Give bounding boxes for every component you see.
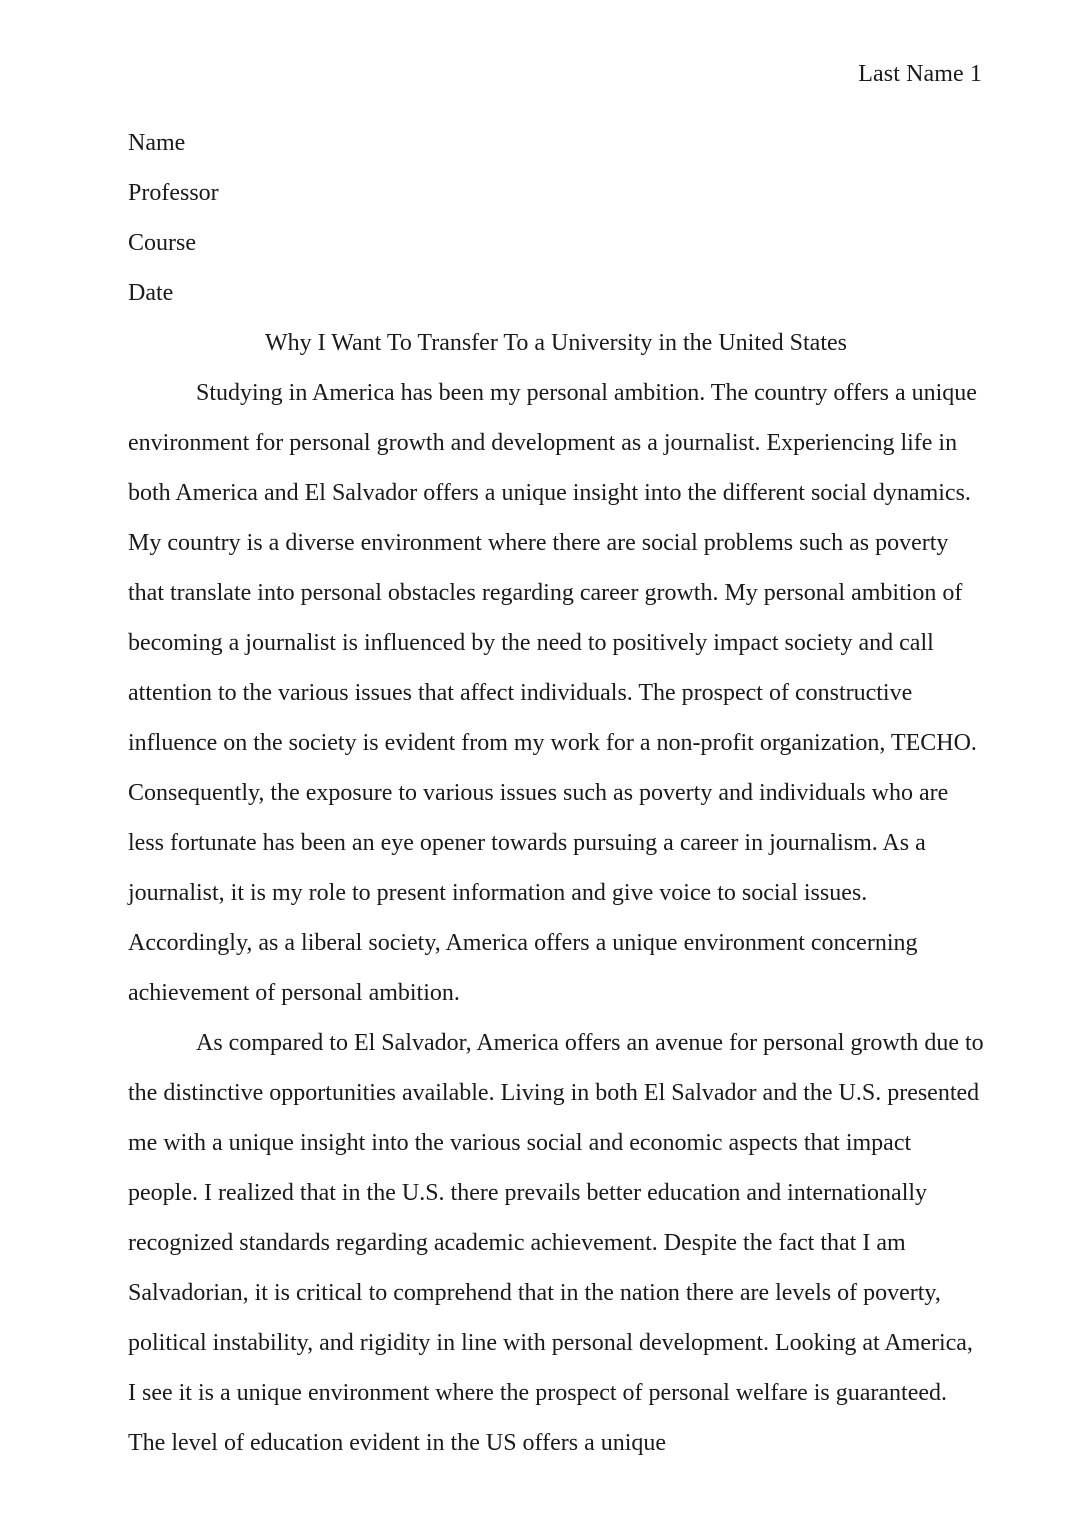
running-head: Last Name 1	[858, 61, 982, 87]
document-body	[128, 118, 984, 1468]
paragraph-text: Studying in America has been my personal ambition. The country offers a unique environment for personal growth and development as a journalist. Experiencing life in both America and El Salvador offers a unique insight into the different social dynamics. My country is a diverse environment where there are social problems such as poverty that translate into personal obstacles regarding career growth. My personal ambition of becoming a journalist is influenced by the need to positively impact society and call attention to the various issues that affect individuals. The prospect of constructive influence on the society is evident from my work for a non-profit organization, TECHO. Consequently, the exposure to various issues such as poverty and individuals who are less fortunate has been an eye opener towards pursuing a career in journalism. As a journalist, it is my role to present information and give voice to social issues. Accordingly, as a liberal society, America offers a unique environment concerning achievement of personal ambition.	[128, 380, 977, 1006]
heading-line-professor: Professor	[128, 180, 219, 206]
heading-line-date: Date	[128, 280, 174, 306]
body-paragraph-2	[128, 1018, 984, 1468]
body-paragraph-1	[128, 368, 984, 1018]
paragraph-text: As compared to El Salvador, America offers an avenue for personal growth due to the distinctive opportunities available. Living in both El Salvador and the U.S. presented me with a unique insight into the various social and economic aspects that impact people. I realized that in the U.S. there prevails better education and internationally recognized standards regarding academic achievement. Despite the fact that I am Salvadorian, it is critical to comprehend that in the nation there are levels of poverty, political instability, and rigidity in line with personal development. Looking at America, I see it is a unique environment where the prospect of personal welfare is guaranteed. The level of education evident in the US offers a unique	[128, 1030, 984, 1456]
heading-line-course: Course	[128, 230, 196, 256]
heading-line-name: Name	[128, 130, 186, 156]
essay-title: Why I Want To Transfer To a University in the United States	[265, 330, 847, 356]
